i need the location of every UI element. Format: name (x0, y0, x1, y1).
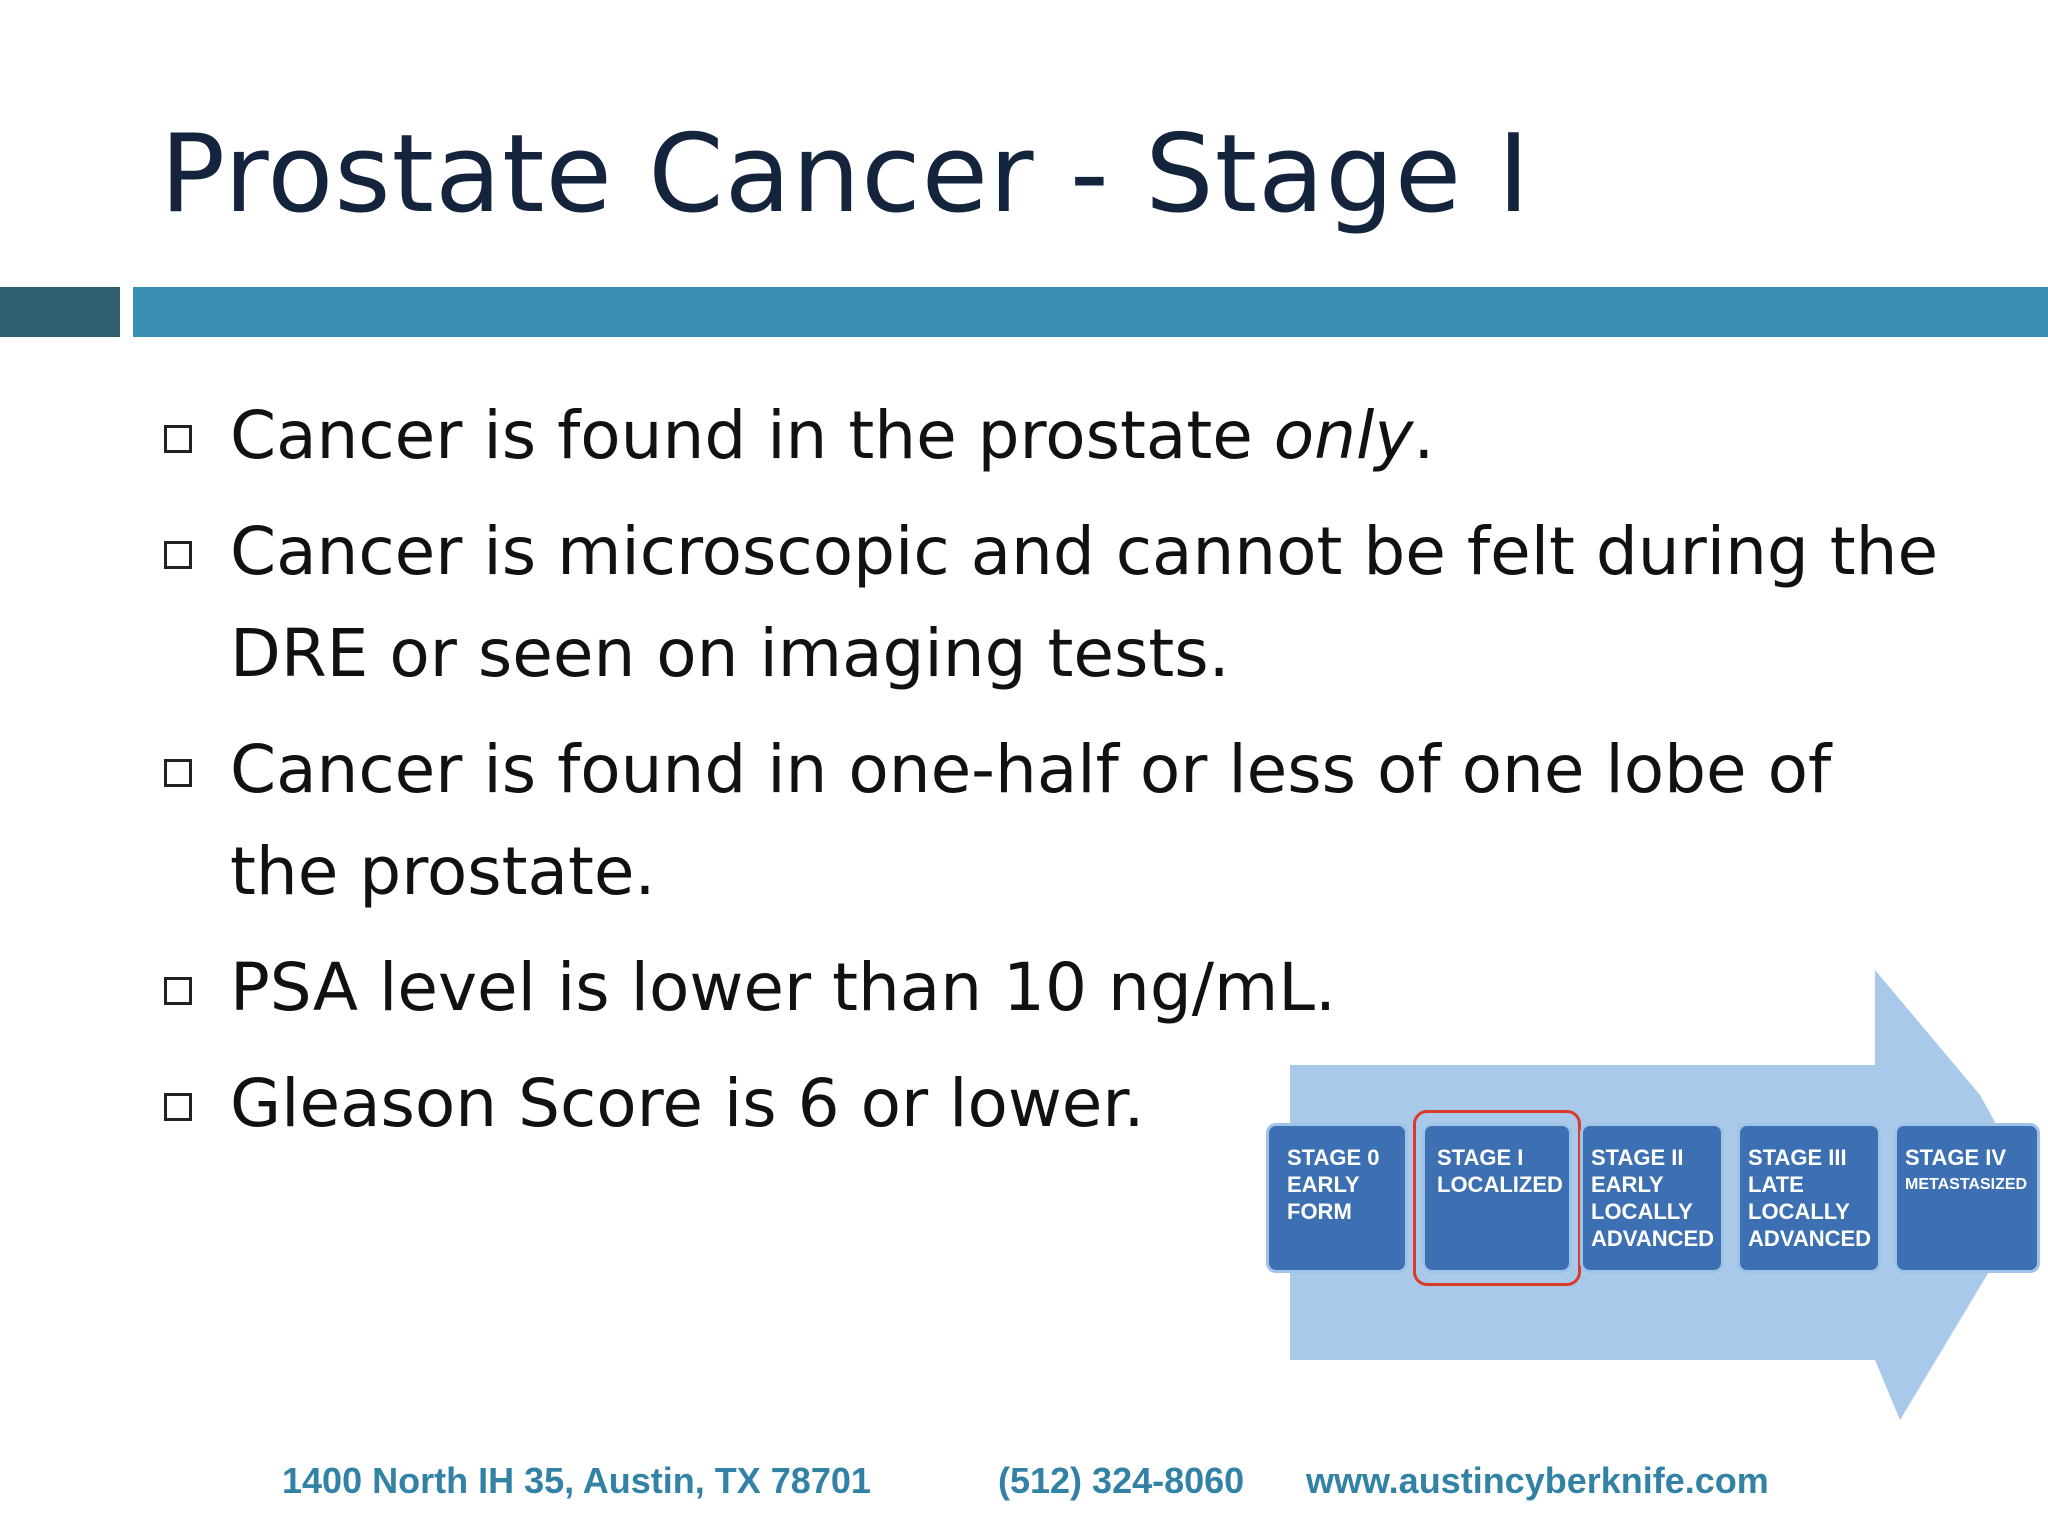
stage-desc: ADVANCED (1748, 1226, 1872, 1251)
stage-desc: METASTASIZED (1905, 1176, 2028, 1193)
square-bullet-icon (164, 425, 192, 453)
stage-name: STAGE III (1748, 1145, 1847, 1170)
stage-0-box (1266, 1123, 1408, 1273)
slide-title: Prostate Cancer - Stage I (160, 112, 1531, 237)
bullet-emphasis: only (1273, 397, 1414, 474)
stage-desc: FORM (1287, 1199, 1352, 1224)
stage-desc: LOCALLY (1748, 1199, 1850, 1224)
stage-desc: LATE (1748, 1172, 1804, 1197)
square-bullet-icon (164, 977, 192, 1005)
stage-name: STAGE II (1591, 1145, 1684, 1170)
bullet-text: Cancer is found in one-half or less of one lobe of the prostate. (230, 731, 1832, 910)
bullet-text: PSA level is lower than 10 ng/mL. (230, 949, 1337, 1026)
stage-desc: LOCALIZED (1437, 1172, 1563, 1197)
square-bullet-icon (164, 541, 192, 569)
stage-2-box (1580, 1123, 1724, 1273)
stage-name: STAGE IV (1905, 1145, 2007, 1170)
stage-name: STAGE 0 (1287, 1145, 1380, 1170)
title-accent-bar (0, 287, 120, 337)
square-bullet-icon (164, 1093, 192, 1121)
stage-desc: LOCALLY (1591, 1199, 1693, 1224)
bullet-item (160, 501, 1960, 705)
stage-desc: EARLY (1287, 1172, 1360, 1197)
bullet-text: Gleason Score is 6 or lower. (230, 1065, 1145, 1142)
stage-name: STAGE I (1437, 1145, 1524, 1170)
bullet-item (160, 719, 1960, 923)
footer (0, 1460, 2048, 1510)
stage-3-box (1737, 1123, 1881, 1273)
bullet-item (160, 385, 1960, 487)
square-bullet-icon (164, 759, 192, 787)
bullet-text-end: . (1413, 397, 1435, 474)
stage-progression-diagram (1260, 965, 2048, 1425)
title-divider-bar (133, 287, 2048, 337)
bullet-text: Cancer is microscopic and cannot be felt during the DRE or seen on imaging tests. (230, 513, 1939, 692)
stage-4-box (1894, 1123, 2040, 1273)
bullet-text: Cancer is found in the prostate (230, 397, 1274, 474)
footer-website[interactable]: www.austincyberknife.com (1306, 1460, 1769, 1501)
stage-desc: ADVANCED (1591, 1226, 1715, 1251)
stage-desc: EARLY (1591, 1172, 1664, 1197)
footer-phone: (512) 324-8060 (998, 1460, 1245, 1501)
footer-address: 1400 North IH 35, Austin, TX 78701 (282, 1460, 871, 1501)
current-stage-highlight (1413, 1110, 1581, 1286)
